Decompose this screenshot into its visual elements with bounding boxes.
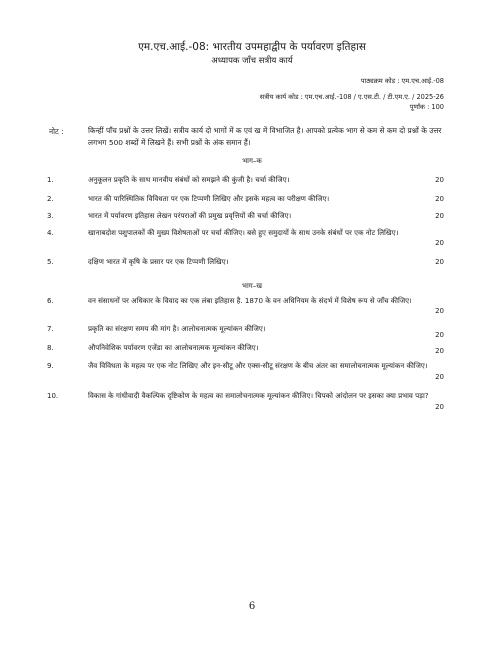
question-marks: 20	[435, 373, 444, 381]
question-text: भारत में पर्यावरण इतिहास लेखन परंपराओं की प्रमुख प्रवृत्तियों की चर्चा कीजिए।	[88, 211, 292, 220]
question-marks: 20	[435, 239, 444, 247]
question-number: 9.	[47, 362, 54, 370]
question-number: 7.	[47, 325, 54, 333]
question-number: 10.	[47, 392, 59, 400]
question-number: 5.	[47, 258, 54, 266]
question-marks: 20	[435, 258, 444, 266]
question-marks: 20	[435, 331, 444, 339]
question-marks: 20	[435, 176, 444, 184]
document-subtitle: अध्यापक जाँच सत्रीय कार्य	[211, 56, 293, 66]
question-marks: 20	[435, 212, 444, 220]
section-heading-b: भाग–ख	[242, 282, 262, 290]
question-number: 3.	[47, 212, 54, 220]
section-heading-a: भाग–क	[242, 157, 262, 165]
question-marks: 20	[435, 195, 444, 203]
note-label: नोट :	[49, 127, 64, 136]
question-text: जैव विविधता के महत्व पर एक नोट लिखिए और इन-सीटू और एक्स-सीटू संरक्षण के बीच अंतर का समालोचनात्मक मूल्यांकन कीजिए।	[88, 361, 428, 370]
question-text: अनुकूलन प्रकृति के साथ मानवीय संबंधों को समझने की कुंजी है। चर्चा कीजिए।	[88, 175, 290, 184]
question-number: 4.	[47, 229, 54, 237]
total-marks: पूर्णांक : 100	[409, 103, 444, 111]
question-text: दक्षिण भारत में कृषि के प्रसार पर एक टिप्पणी लिखिए।	[88, 257, 229, 266]
question-text: भारत की पारिस्थितिक विविधता पर एक टिप्पणी लिखिए और इसके महत्व का परीक्षण कीजिए।	[88, 194, 330, 203]
question-text: विकास के गांधीवादी वैकल्पिक दृष्टिकोण के महत्व का समालोचनात्मक मूल्यांकन कीजिए। चिपको आंदोलन पर इसका क्या प्रभाव पड़ा?	[88, 391, 429, 400]
question-text: प्रकृति का संरक्षण समय की मांग है। आलोचनात्मक मूल्यांकन कीजिए।	[88, 324, 266, 333]
note-text: किन्हीं पाँच प्रश्नों के उत्तर लिखें। सत्रीय कार्य दो भागों में क एवं ख में विभाजित है। आपको प्रत्येक भाग से कम से कम दो प्रश्नों के उत्तर लगभग 500 शब्दों में लिखने हैं। सभी प्रश्नों के अंक समान हैं।	[88, 126, 442, 147]
question-number: 2.	[47, 195, 54, 203]
question-text: औपनिवेशिक पर्यावरण एजेंडा का आलोचनात्मक मूल्यांकन कीजिए।	[88, 343, 259, 352]
question-marks: 20	[435, 307, 444, 315]
question-text: वन संसाधनों पर अधिकार के विवाद का एक लंबा इतिहास है. 1870 के वन अधिनियम के संदर्भ में विशेष रूप से जाँच कीजिए।	[88, 296, 412, 305]
assignment-code: सत्रीय कार्य कोड : एम.एच.आई.-108 / ए.एस.टी. / टी.एम.ए. / 2025-26	[259, 93, 444, 101]
question-number: 6.	[47, 297, 54, 305]
document-title: एम.एच.आई.-08: भारतीय उपमहाद्वीप के पर्यावरण इतिहास	[138, 41, 366, 53]
page-number: 6	[248, 601, 256, 612]
question-marks: 20	[435, 347, 444, 355]
question-number: 8.	[47, 344, 54, 352]
question-marks: 20	[435, 403, 444, 411]
course-code: पाठ्यक्रम कोड : एम.एच.आई.-08	[360, 77, 444, 85]
question-number: 1.	[47, 176, 54, 184]
question-text: खानाबदोश पशुपालकों की मुख्य विशेषताओं पर चर्चा कीजिए। बसे हुए समुदायों के साथ उनके संबंधों पर एक नोट लिखिए।	[88, 228, 399, 237]
